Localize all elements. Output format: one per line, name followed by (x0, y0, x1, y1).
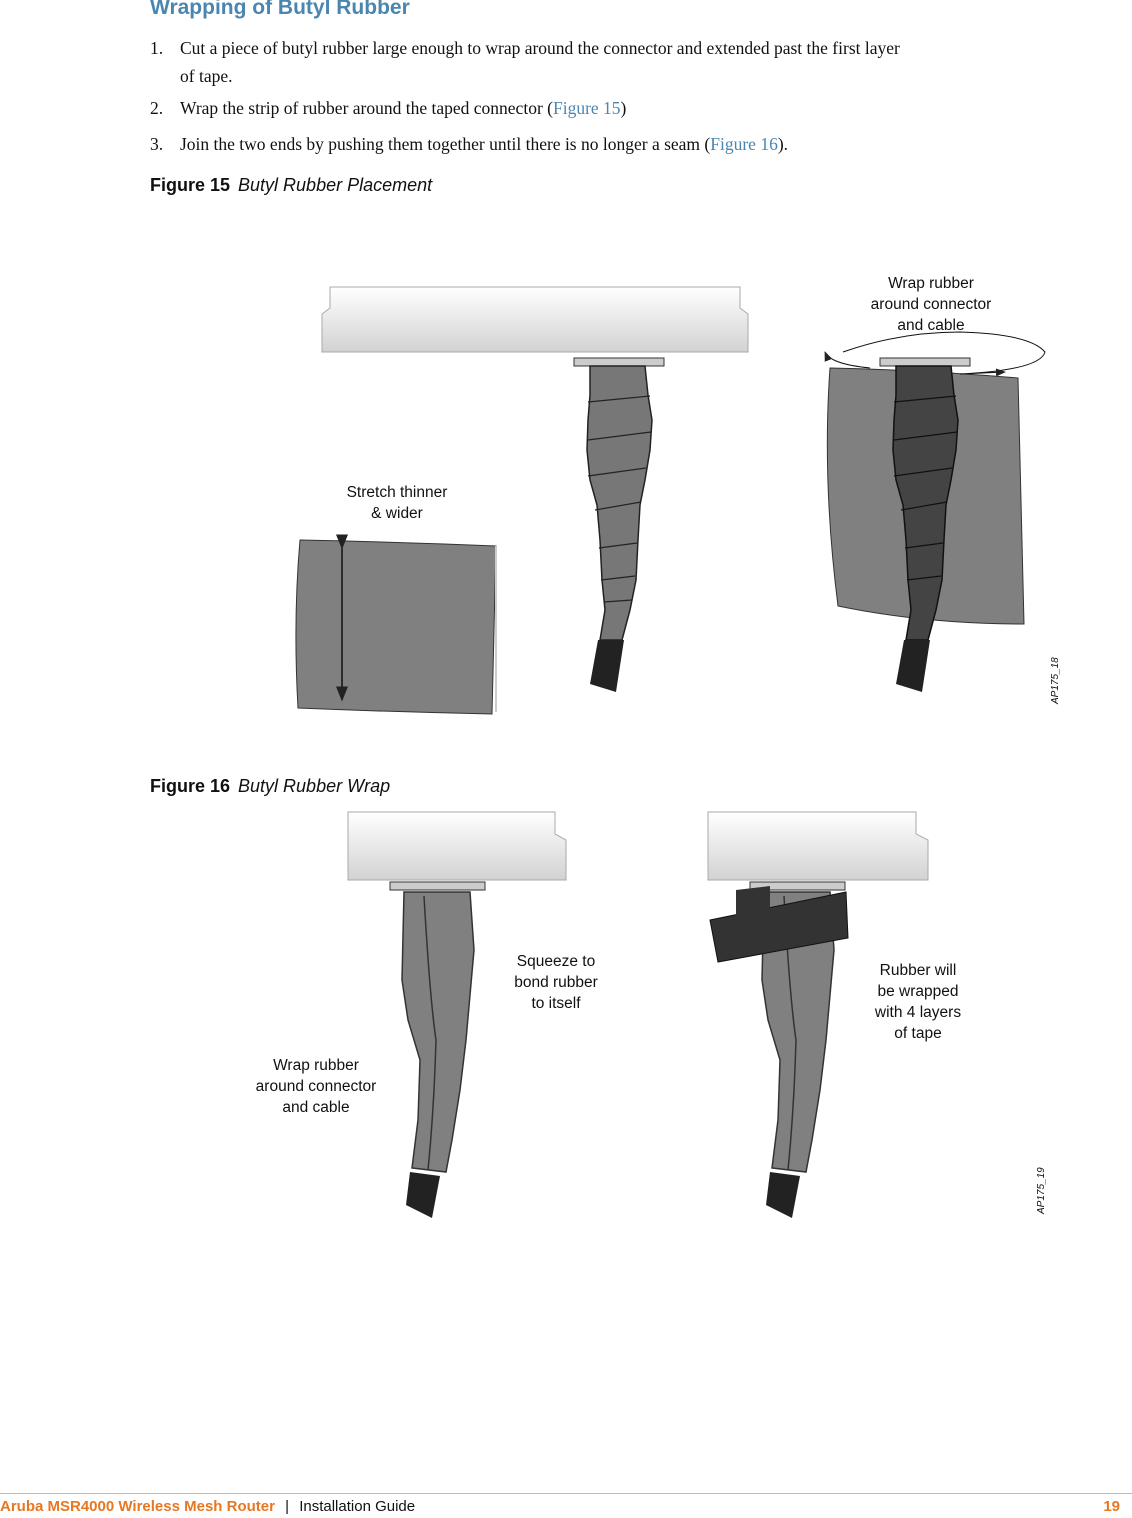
rubber-label-line4: of tape (894, 1025, 942, 1042)
stretch-label-line1: Stretch thinner (346, 484, 448, 501)
footer-separator: | (285, 1498, 290, 1515)
step-text-pre: Wrap the strip of rubber around the taped connector ( (180, 98, 553, 118)
figure-id: AP175_19 (1036, 1167, 1047, 1214)
figure-15-title: Butyl Rubber Placement (238, 175, 433, 195)
wrap-label-line1: Wrap rubber (273, 1057, 359, 1074)
step-text-line2: of tape. (180, 66, 233, 86)
step-text-post: ). (777, 134, 789, 154)
footer-product: Aruba MSR4000 Wireless Mesh Router (0, 1498, 275, 1515)
figure-16-label: Figure 16 (150, 776, 231, 796)
figure-15-label: Figure 15 (150, 175, 231, 195)
figure-16-link[interactable]: Figure 16 (710, 134, 778, 154)
step-number: 1. (150, 38, 164, 58)
page-number: 19 (1103, 1498, 1120, 1515)
step-number: 2. (150, 98, 164, 118)
footer-guide: Installation Guide (299, 1498, 416, 1515)
rubber-label-line3: with 4 layers (874, 1004, 962, 1021)
squeeze-label-line1: Squeeze to (516, 953, 596, 970)
unit-housing (708, 812, 928, 880)
step-text-post: ) (620, 98, 627, 118)
figure-16-title: Butyl Rubber Wrap (238, 776, 391, 796)
wrap-label-line3: and cable (897, 317, 965, 334)
figure-15-link[interactable]: Figure 15 (552, 98, 621, 118)
unit-housing (348, 812, 566, 880)
stretch-label-line2: & wider (371, 505, 423, 522)
wrap-label-line3: and cable (282, 1099, 350, 1116)
footer-divider (0, 1493, 1132, 1494)
connector-flange (390, 882, 485, 890)
squeeze-label-line2: bond rubber (514, 974, 598, 991)
squeeze-label-line3: to itself (531, 995, 581, 1012)
taped-connector (587, 366, 652, 692)
figure-16-caption (150, 776, 390, 797)
unit-housing (322, 287, 748, 352)
wrap-label-line1: Wrap rubber (888, 275, 974, 292)
connector-flange (574, 358, 664, 366)
step-text-line1: Cut a piece of butyl rubber large enough to wrap around the connector and extended past the first layer (180, 38, 900, 58)
section-title: Wrapping of Butyl Rubber (150, 0, 410, 19)
footer (0, 1498, 415, 1515)
rubber-label-line1: Rubber will (879, 962, 957, 979)
step-text-pre: Join the two ends by pushing them together until there is no longer a seam ( (180, 134, 711, 154)
figure-id: AP175_18 (1050, 657, 1061, 704)
step-number: 3. (150, 134, 164, 154)
wrapped-connector (402, 892, 474, 1218)
butyl-rubber-sheet (296, 540, 496, 714)
rubber-label-line2: be wrapped (877, 983, 959, 1000)
wrap-label-line2: around connector (870, 296, 992, 313)
wrap-label-line2: around connector (255, 1078, 377, 1095)
connector-flange (880, 358, 970, 366)
